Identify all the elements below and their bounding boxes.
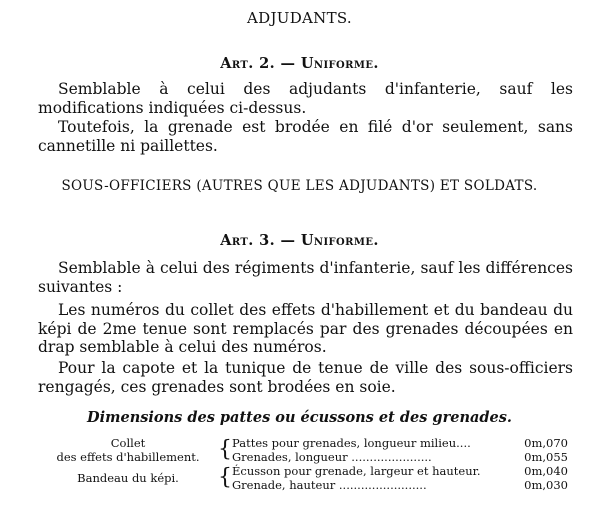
group-label-kepi xyxy=(38,464,218,492)
group-label-line: des effets d'habillement. xyxy=(56,450,200,464)
dimension-item-value: 0m,030 xyxy=(524,478,568,492)
paragraph: Toutefois, la grenade est brodée en filé d'or seulement, sans cannetille ni paillettes. xyxy=(38,118,573,155)
section-heading-sous-officiers: SOUS-OFFICIERS (AUTRES QUE LES ADJUDANTS) ET SOLDATS. xyxy=(61,178,538,194)
section-heading-adjudants: ADJUDANTS. xyxy=(246,9,352,27)
paragraph: Semblable à celui des régiments d'infanterie, sauf les différences suivantes : xyxy=(38,259,573,296)
article-heading-2 xyxy=(0,55,599,72)
group-label-line: Bandeau du képi. xyxy=(77,471,179,485)
dimensions-table xyxy=(38,436,568,492)
group-label-line: Collet xyxy=(110,436,146,450)
table-row xyxy=(38,464,568,478)
paragraph: Semblable à celui des adjudants d'infanterie, sauf les modifications indiquées ci-dessus. xyxy=(38,80,573,117)
brace-icon: { xyxy=(218,437,232,462)
dimension-item-label: Écusson pour grenade, largeur et hauteur. xyxy=(232,464,481,478)
article-3-label: Art. 3. — Uniforme. xyxy=(220,232,379,249)
dimension-item-value: 0m,070 xyxy=(524,436,568,450)
article-heading-3 xyxy=(0,232,599,249)
dimension-item-value: 0m,055 xyxy=(524,450,568,464)
dimension-item-value: 0m,040 xyxy=(524,464,568,478)
group-label-collet xyxy=(38,436,218,464)
dimensions-title: Dimensions des pattes ou écussons et des grenades. xyxy=(87,409,512,426)
dimension-item-label: Grenades, longueur ...................... xyxy=(232,450,432,464)
article-2-label: Art. 2. — Uniforme. xyxy=(220,55,379,72)
brace-icon: { xyxy=(218,465,232,490)
paragraph: Pour la capote et la tunique de tenue de ville des sous-officiers rengagés, ces grenades sont brodées en soie. xyxy=(38,359,573,396)
dimension-item-label: Pattes pour grenades, longueur milieu.... xyxy=(232,436,471,450)
table-row xyxy=(38,436,568,450)
dimension-item-label: Grenade, hauteur ........................ xyxy=(232,478,427,492)
paragraph: Les numéros du collet des effets d'habillement et du bandeau du képi de 2me tenue sont remplacés par des grenades découpées en drap semblable à celui des numéros. xyxy=(38,301,573,356)
